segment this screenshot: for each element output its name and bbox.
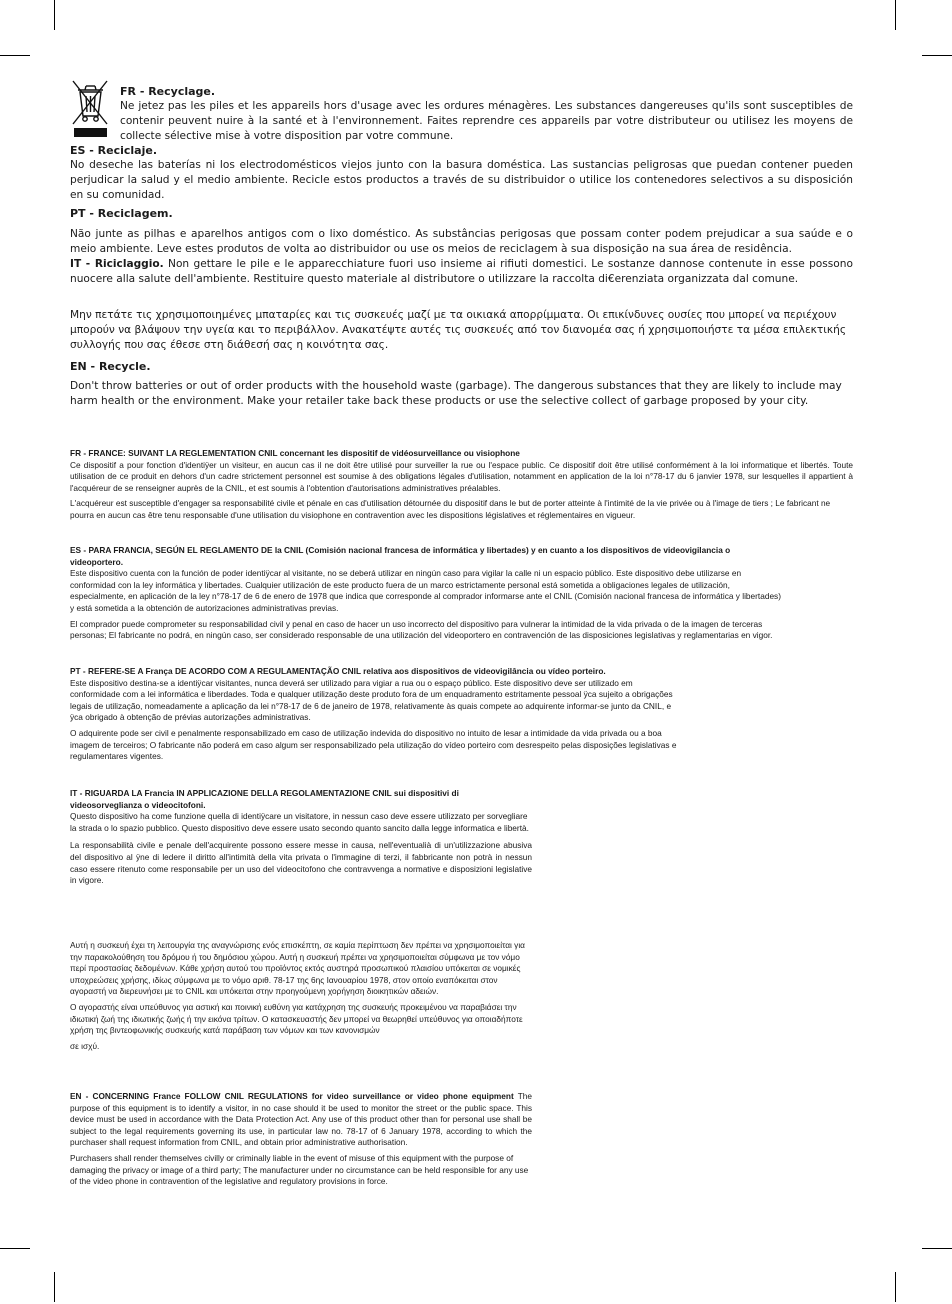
recycle-es (70, 143, 853, 203)
crop-mark (54, 0, 55, 30)
cnil-it-title: IT - RIGUARDA LA Francia IN APPLICAZIONE DELLA REGOLAMENTAZIONE CNIL sui dispositivi di videosorveglianza o videocitofoni. (70, 788, 459, 810)
crop-mark (0, 55, 30, 56)
recycle-pt (70, 206, 853, 257)
cnil-fr-p1: Ce dispositif a pour fonction d'identiÿer un visiteur, en aucun cas il ne doit être utilisé pour surveiller la rue ou l'espace public. Ce dispositif doit être utilisé conformément à la loi informatique et libertés. Toute utilisation de ce produit en dehors d'un cadre strictement personnel est soumise à des obligations légales d'utilisation, notamment en application de la loi n°78-17 du 6 janvier 1978, sur lesquelles il appartient à l'acquéreur de se renseigner auprès de la CNIL, et est soumis à l'obtention d'autorisations administratives préalables. (70, 459, 853, 493)
cnil-fr-p2: L'acquéreur est susceptible d'engager sa responsabilité civile et pénale en cas d'utilisation détournée du dispositif dans le but de porter atteinte à l'intimité de la vie privée ou à l'image de tiers ; Le fabricant ne pourra en aucun cas être tenu responsable d'une utilisation du visiophone en contravention avec les dispositions législatives et réglementaires en vigueur. (70, 498, 831, 520)
cnil-gr (70, 940, 532, 1052)
recycle-fr-body: Ne jetez pas les piles et les appareils hors d'usage avec les ordures ménagères. Les substances dangereuses qu'ils sont susceptibles de contenir peuvent nuire à la santé et à l'environnement. Faites reprendre ces appareils par votre distributeur ou utilisez les moyens de collecte sélective mise à votre disposition par votre commune. (120, 100, 853, 142)
recycle-en-body-2: harm health or the environment. Make your retailer take back these products or use the selective collect of garbage proposed by your city. (70, 395, 809, 407)
recycle-it (70, 257, 853, 287)
recycle-it-title: IT - Riciclaggio. (70, 258, 164, 270)
recycle-gr-body: Μην πετάτε τις χρησιμοποιημένες μπαταρίες και τις συσκευές μαζί με τα οικιακά απορρίμματα. Οι επικίνδυνες ουσίες που μπορεί να περιέχουν μπορούν να βλάψουν την υγεία και το περιβάλλον. Ανακατέψτε αυτές τις συσκευές από τον διανομέα σας ή χρησιμοποιήστε τα μέσα επιλεκτικής συλλογής που σας έθεσε στη διάθεσή σας η κοινότητα σας. (70, 309, 847, 351)
crop-mark (54, 1272, 55, 1302)
cnil-fr (70, 448, 853, 522)
crop-mark (922, 1248, 952, 1249)
cnil-pt-p1: Este dispositivo destina-se a identiÿcar visitantes, nunca deverá ser utilizado para vigiar a rua ou o espaço público. Este dispositivo deve ser utilizado em conformidade com a lei informática e liberdades. Toda e qualquer utilização deste produto fora de um enquadramento estritamente pessoal ÿca sujeito a obrigações legais de utilização, nomeadamente a aplicação da lei n°78-17 de 6 de janeiro de 1978, relativamente às quais compete ao adquirente informar-se junto da CNIL, e ÿca obrigado à obtenção de prévias autorizações administrativas. (70, 677, 673, 723)
crop-mark (895, 0, 896, 30)
recycle-gr (70, 308, 853, 353)
cnil-pt-p2: O adquirente pode ser civil e penalmente responsabilizado em caso de utilização indevida do dispositivo no intuito de lesar a intimidade da vida privada ou a boa imagem de terceiros; O fabricante não poderá em caso algum ser responsabilizado pela utilização do vídeo porteiro com desrespeito pelas disposições legislativas e regulamentares vigentes. (70, 727, 677, 762)
cnil-en-title: EN - CONCERNING France FOLLOW CNIL REGULATIONS for video surveillance or video phone equipment (70, 1091, 514, 1101)
recycle-en-title: EN - Recycle. (70, 360, 151, 373)
cnil-gr-p2: Ο αγοραστής είναι υπεύθυνος για αστική και ποινική ευθύνη για κατάχρηση της συσκευής προκειμένου να παραβιάσει την ιδιωτική ζωή της ιδιωτικής ζωής ή την εικόνα τρίτων. Ο κατασκευαστής δεν μπορεί να θεωρηθεί υπεύθυνος για οποιαδήποτε χρήση της βιντεοφωνικής συσκευής κατά παράβαση των νόμων και των κανονισμών (70, 1001, 523, 1036)
cnil-es (70, 545, 785, 642)
cnil-en-p1: The purpose of this equipment is to identify a visitor, in no case should it be used to monitor the street or the public space. This device must be used in accordance with the Data Protection Act. Any use of this product other than for personal use shall be subject to the legal requirements governing its use, in particular law no. 78-17 of 6 January 1978, according to which the purchaser shall request information from CNIL, and obtain prior administrative authorisation. (70, 1091, 533, 1148)
cnil-es-p2: El comprador puede comprometer su responsabilidad civil y penal en caso de hacer un uso incorrecto del dispositivo para vulnerar la intimidad de la vida privada o de la imagen de terceras personas; El fabricante no podrá, en ningún caso, ser considerado responsable de una utilización del videoportero en contravención de las disposiciones legislativas y reglamentarias en vigor. (70, 618, 773, 641)
crossed-bin-icon (70, 78, 110, 140)
cnil-it-p1: Questo dispositivo ha come funzione quella di identiÿcare un visitatore, in nessun caso deve essere utilizzato per sorvegliare la strada o lo spazio pubblico. Questo dispositivo deve essere usato secondo quanto sancito dalla legge informatica e libertà. (70, 811, 529, 833)
cnil-es-p1: Este dispositivo cuenta con la función de poder identiÿcar al visitante, no se deberá utilizar en ningún caso para vigilar la calle ni un espacio público. Este dispositivo debe utilizarse en conformidad con la ley informática y libertades. Cualquier utilización de este producto fuera de un marco estrictamente personal está sometida a obligaciones legales de utilización, especialmente, en aplicación de la ley n°78-17 de 6 de enero de 1978 que indica que corresponde al comprador informarse ante el CNIL (Comisión nacional francesa de informática y libertades) y está sometida a la obtención de autorizaciones administrativas previas. (70, 568, 781, 613)
cnil-es-title: ES - PARA FRANCIA, SEGÚN EL REGLAMENTO DE la CNIL (Comisión nacional francesa de informática y libertades) y en cuanto a los dispositivos de videovigilancia o videoportero. (70, 545, 731, 567)
recycle-fr (120, 84, 853, 144)
cnil-pt (70, 666, 680, 763)
cnil-pt-title: PT - REFERE-SE A França DE ACORDO COM A REGULAMENTAÇÃO CNIL relativa aos dispositivos de videovigilância ou vídeo porteiro. (70, 666, 606, 676)
recycle-fr-title: FR - Recyclage. (120, 85, 216, 98)
cnil-en-p2: Purchasers shall render themselves civilly or criminally liable in the event of misuse of this equipment with the purpose of damaging the privacy or image of a third party; The manufacturer under no circumstance can be held responsible for any use of the video phone in contravention of the legislative and regulatory provisions in force. (70, 1152, 529, 1187)
cnil-en (70, 1091, 532, 1188)
cnil-fr-title: FR - FRANCE: SUIVANT LA REGLEMENTATION CNIL concernant les dispositif de vidéosurveillance ou visiophone (70, 448, 520, 458)
cnil-it (70, 788, 532, 887)
recycle-es-title: ES - Reciclaje. (70, 144, 158, 157)
crop-mark (895, 1272, 896, 1302)
crop-mark (0, 1248, 30, 1249)
cnil-it-p2: La responsabilità civile e penale dell'acquirente possono essere messe in causa, nell'eventualià di un'utilizzazione abusiva del dispositivo al ÿne di ledere il diritto all'intimità della vita privata o l'immagine di terzi, il fabbricante non potrà in nessun caso essere ritenuto come responsabile per un uso del videocitofono che contravvenga a normative e disposizioni legislative in vigore. (70, 840, 532, 886)
recycle-it-body: Non gettare le pile e le apparecchiature fuori uso insieme ai rifiuti domestici. Le sostanze dannose contenute in esse possono nuocere alla salute dell'ambiente. Restituire questo materiale al distributore o utilizzare la raccolta di€erenziata organizzata dal comune. (70, 258, 853, 285)
recycle-en-body-1: Don't throw batteries or out of order products with the household waste (garbage). The dangerous substances that they are likely to include may (70, 380, 842, 392)
recycle-pt-body: Não junte as pilhas e aparelhos antigos com o lixo doméstico. As substâncias perigosas que possam conter podem prejudicar a sua saúde e o meio ambiente. Leve estes produtos de volta ao distribuidor ou use os meios de reciclagem à sua disposição na sua área de residência. (70, 228, 853, 255)
recycle-pt-title: PT - Reciclagem. (70, 207, 173, 220)
crop-mark (922, 55, 952, 56)
recycle-en (70, 359, 853, 409)
cnil-gr-p3: σε ισχύ. (70, 1040, 100, 1051)
recycle-es-body: No deseche las baterías ni los electrodomésticos viejos junto con la basura doméstica. Las sustancias peligrosas que puedan contener pueden perjudicar la salud y el medio ambiente. Recicle estos productos a través de su distribuidor o utilice los contenedores selectivos a su disposición en su comunidad. (70, 159, 853, 201)
cnil-gr-p1: Αυτή η συσκευή έχει τη λειτουργία της αναγνώρισης ενός επισκέπτη, σε καμία περίπτωση δεν πρέπει να χρησιμοποιείται για την παρακολούθηση του δρόμου ή του δημόσιου χώρου. Αυτή η συσκευή πρέπει να χρησιμοποιείται σύμφωνα με τον νόμο περί προστασίας δεδομένων. Κάθε χρήση αυτού του προϊόντος εκτός αυστηρά προσωπικού πλαισίου υπόκειται σε νομικές υποχρεώσεις χρήσης, ιδίως σύμφωνα με το νόμο αριθ. 78-17 της 6ης Ιανουαρίου 1978, στον οποίο εναπόκειται στον αγοραστή να διερευνήσει με το CNIL και υπόκειται στην προηγούμενη χορήγηση διοικητικών αδειών. (70, 940, 525, 997)
